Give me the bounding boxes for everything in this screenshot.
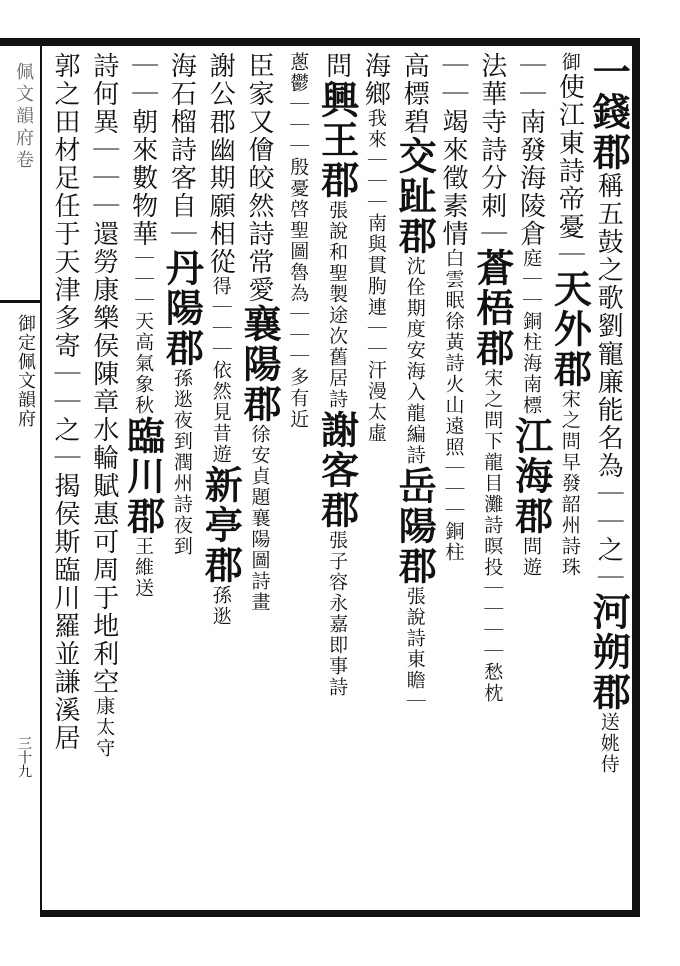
headword: 天外郡 — [547, 269, 593, 389]
page-number: 三十九 — [16, 736, 32, 778]
headword: 襄陽郡 — [237, 304, 282, 424]
page-gutter — [6, 52, 36, 912]
headword: 交趾郡 — [392, 136, 438, 256]
body-text: 謝公郡幽期願相從 — [205, 52, 236, 276]
annotation-text: 沈佺期度安海入龍編詩 — [403, 256, 426, 466]
body-text: ｜｜朝來數物華 — [127, 52, 158, 248]
body-text: 法華寺詩分刺｜ — [476, 52, 507, 248]
headword: 丹陽郡 — [159, 248, 205, 368]
frame-top-rule — [0, 38, 640, 46]
annotation-text: 張說和聖製途次舊居詩 — [326, 200, 349, 410]
headword: 河朔郡 — [586, 592, 632, 712]
annotation-text: 孫逖夜到潤州詩夜到 — [170, 368, 193, 557]
annotation-text: 康太守 — [93, 696, 116, 759]
annotation-text: 御 — [558, 52, 581, 73]
headword: 江海郡 — [508, 416, 554, 536]
annotation-text: 庭｜｜銅柱海南標 — [520, 248, 543, 416]
annotation-text: 蔥鬱｜｜｜殷憂啓聖圖 — [287, 52, 310, 262]
annotation-text: 孫逖 — [209, 585, 232, 627]
annotation-text: 宋之問下龍目灘詩暝投｜｜｜｜愁枕 — [481, 368, 504, 704]
body-text: ｜｜南發海陵倉 — [515, 52, 546, 248]
headword: 謝客郡 — [314, 410, 360, 530]
body-text: 海石榴詩客自｜ — [166, 52, 197, 248]
frame-right-rule — [632, 38, 640, 917]
frame-bottom-rule — [40, 910, 640, 917]
book-title: 御定佩文韻府 — [15, 314, 36, 428]
body-text: 使江東詩帝憂｜ — [554, 73, 585, 269]
body-text: ｜｜之｜ — [593, 480, 624, 592]
headword: 岳陽郡 — [392, 466, 438, 586]
body-text: 問 — [321, 52, 352, 80]
annotation-text: 送姚侍 — [597, 712, 620, 775]
annotation-text: 白雲眠徐黃詩火山遠照｜｜｜銅柱 — [442, 248, 465, 563]
annotation-text: 張子容永嘉即事詩 — [326, 530, 349, 698]
text-column — [40, 52, 90, 904]
body-text: 海鄉 — [360, 52, 391, 108]
body-text: ｜｜竭來徵素情 — [438, 52, 468, 248]
body-text: 臣家又儈皎然詩常愛 — [244, 52, 274, 304]
annotation-text: 王維送 — [132, 536, 155, 599]
headword: 臨川郡 — [120, 416, 166, 536]
annotation-text: 問遊 — [520, 536, 543, 578]
body-text: 詩何異｜｜｜還勞康樂侯陳章水輪賦惠可周于地利空 — [88, 52, 119, 696]
annotation-text: ｜｜｜天高氣象秋 — [132, 248, 155, 416]
annotation-text: 魯為｜｜｜多有近 — [287, 262, 310, 430]
body-text: 高標碧 — [399, 52, 430, 136]
body-text: 郭之田材足任于天津多寄｜｜之｜揭侯斯臨川羅並謙溪居 — [50, 52, 80, 752]
text-columns — [46, 52, 632, 904]
annotation-text: 徐安貞題襄陽圖詩畫 — [248, 424, 271, 613]
annotation-text: 張說詩東瞻｜ — [403, 586, 426, 712]
gutter-top-marks: 佩文韻府卷 — [13, 62, 34, 172]
headword: 興王郡 — [314, 80, 360, 200]
annotation-text: ｜｜汗漫太虛 — [364, 318, 387, 444]
annotation-text: 宋之問早發韶州詩珠 — [558, 389, 581, 578]
headword: 一錢郡 — [586, 52, 632, 172]
annotation-text: 我來｜｜｜南與貫朐連 — [364, 108, 387, 318]
annotation-text: 得｜｜｜依然見昔遊 — [209, 276, 232, 465]
headword: 新亭郡 — [198, 465, 244, 585]
headword: 蒼梧郡 — [469, 248, 515, 368]
body-text: 稱五鼓之歌劉寵廉能名為 — [593, 172, 624, 480]
